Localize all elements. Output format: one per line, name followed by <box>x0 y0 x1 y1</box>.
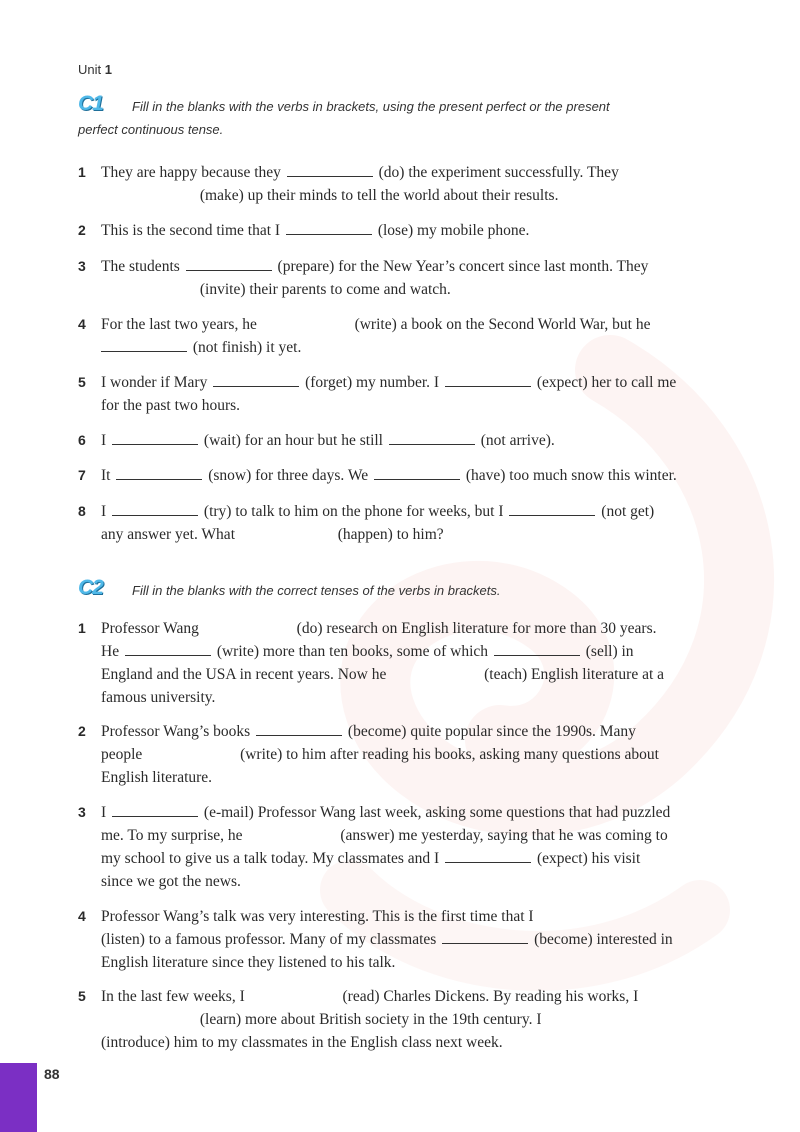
item-text: (become) quite popular since the 1990s. Many <box>347 723 636 740</box>
item-text: (invite) their parents to come and watch. <box>199 281 451 298</box>
item-text: (become) interested in <box>534 931 673 948</box>
exercise-c1-item-7 <box>78 464 738 487</box>
item-text: me. To my surprise, he <box>101 827 243 844</box>
section-badge-c2: C2 <box>78 576 103 599</box>
exercise-c2-item-4 <box>78 905 738 974</box>
section-c2-instruction <box>78 579 718 602</box>
item-number: 5 <box>78 374 86 390</box>
unit-number: 1 <box>104 62 112 77</box>
item-text: my school to give us a talk today. My classmates and I <box>101 850 440 867</box>
item-text: (snow) for three days. We <box>208 467 369 484</box>
item-text: (listen) to a famous professor. Many of my classmates <box>101 931 437 948</box>
answer-blank[interactable] <box>116 465 202 480</box>
item-text: (prepare) for the New Year’s concert since last month. They <box>277 258 649 275</box>
item-number: 6 <box>78 432 86 448</box>
item-text: (not finish) it yet. <box>192 339 302 356</box>
item-number: 1 <box>78 620 86 636</box>
item-text: any answer yet. What <box>101 526 235 543</box>
answer-blank[interactable] <box>374 465 460 480</box>
item-text: (e-mail) Professor Wang last week, asking some questions that had puzzled <box>203 804 671 821</box>
answer-blank[interactable] <box>101 337 187 352</box>
item-text: (answer) me yesterday, saying that he was coming to <box>340 827 668 844</box>
item-number: 4 <box>78 908 86 924</box>
exercise-c1-item-4 <box>78 313 738 359</box>
answer-blank[interactable] <box>442 929 528 944</box>
item-text: (learn) more about British society in the 19th century. I <box>199 1011 542 1028</box>
answer-blank[interactable] <box>509 501 595 516</box>
item-text: English literature since they listened to his talk. <box>101 954 396 971</box>
item-number: 3 <box>78 804 86 820</box>
item-number: 2 <box>78 222 86 238</box>
item-number: 7 <box>78 467 86 483</box>
exercise-c1-item-5 <box>78 371 738 417</box>
item-text: (expect) his visit <box>536 850 641 867</box>
item-text: They are happy because they <box>101 164 281 181</box>
item-text: for the past two hours. <box>101 397 241 414</box>
section-c1-instruction <box>78 95 718 141</box>
item-text: (forget) my number. I <box>305 374 440 391</box>
item-text: (happen) to him? <box>337 526 444 543</box>
item-text: The students <box>101 258 180 275</box>
item-text: (have) too much snow this winter. <box>465 467 677 484</box>
item-text: For the last two years, he <box>101 316 257 333</box>
item-text: (write) a book on the Second World War, but he <box>354 316 651 333</box>
item-number: 3 <box>78 258 86 274</box>
section-badge-c1: C1 <box>78 92 103 115</box>
answer-blank[interactable] <box>125 641 211 656</box>
answer-blank[interactable] <box>445 372 531 387</box>
exercise-c1-item-8 <box>78 500 738 546</box>
item-text: This is the second time that I <box>101 222 281 239</box>
exercise-c1-item-1 <box>78 161 738 207</box>
page-number: 88 <box>44 1066 60 1082</box>
item-text: (teach) English literature at a <box>484 666 665 683</box>
item-text: (do) research on English literature for more than 30 years. <box>296 620 657 637</box>
answer-blank[interactable] <box>186 256 272 271</box>
item-text: I wonder if Mary <box>101 374 208 391</box>
item-text: English literature. <box>101 769 213 786</box>
item-text: Professor Wang <box>101 620 199 637</box>
unit-heading <box>78 62 112 77</box>
item-text: (make) up their minds to tell the world about their results. <box>199 187 559 204</box>
item-text: (expect) her to call me <box>536 374 677 391</box>
answer-blank[interactable] <box>287 162 373 177</box>
answer-blank[interactable] <box>286 220 372 235</box>
item-text: In the last few weeks, I <box>101 988 245 1005</box>
answer-blank[interactable] <box>112 802 198 817</box>
item-text: (introduce) him to my classmates in the English class next week. <box>101 1034 503 1051</box>
answer-blank[interactable] <box>112 430 198 445</box>
exercise-c1-item-3 <box>78 255 738 301</box>
instruction-line-2: perfect continuous tense. <box>78 122 224 137</box>
item-text: since we got the news. <box>101 873 241 890</box>
item-number: 4 <box>78 316 86 332</box>
item-text: He <box>101 643 120 660</box>
item-text: famous university. <box>101 689 216 706</box>
exercise-c1-item-6 <box>78 429 738 452</box>
item-text: I <box>101 804 107 821</box>
item-number: 1 <box>78 164 86 180</box>
answer-blank[interactable] <box>256 721 342 736</box>
item-text: Professor Wang’s books <box>101 723 251 740</box>
unit-label: Unit <box>78 62 102 77</box>
answer-blank[interactable] <box>213 372 299 387</box>
item-text: I <box>101 503 107 520</box>
item-text: (write) more than ten books, some of which <box>216 643 489 660</box>
item-text: people <box>101 746 143 763</box>
answer-blank[interactable] <box>445 848 531 863</box>
item-text: England and the USA in recent years. Now he <box>101 666 387 683</box>
page-tab <box>0 1063 37 1132</box>
exercise-c2-item-3 <box>78 801 738 893</box>
item-text: (sell) in <box>585 643 634 660</box>
exercise-c2-item-1 <box>78 617 738 709</box>
answer-blank[interactable] <box>494 641 580 656</box>
item-text: I <box>101 432 107 449</box>
answer-blank[interactable] <box>112 501 198 516</box>
item-text: (read) Charles Dickens. By reading his works, I <box>342 988 639 1005</box>
item-text: (not get) <box>601 503 655 520</box>
exercise-c1-item-2 <box>78 219 738 242</box>
exercise-c2-item-5 <box>78 985 738 1054</box>
item-text: (try) to talk to him on the phone for weeks, but I <box>203 503 504 520</box>
exercise-c2-item-2 <box>78 720 738 789</box>
answer-blank[interactable] <box>389 430 475 445</box>
item-text: (do) the experiment successfully. They <box>378 164 619 181</box>
item-text: Professor Wang’s talk was very interesting. This is the first time that I <box>101 908 534 925</box>
instruction-line-1: Fill in the blanks with the verbs in brackets, using the present perfect or the present <box>132 99 610 114</box>
instruction-line: Fill in the blanks with the correct tenses of the verbs in brackets. <box>132 583 501 598</box>
item-number: 8 <box>78 503 86 519</box>
item-number: 2 <box>78 723 86 739</box>
item-text: It <box>101 467 111 484</box>
item-text: (wait) for an hour but he still <box>203 432 383 449</box>
item-text: (lose) my mobile phone. <box>377 222 530 239</box>
item-number: 5 <box>78 988 86 1004</box>
item-text: (not arrive). <box>480 432 555 449</box>
item-text: (write) to him after reading his books, asking many questions about <box>240 746 659 763</box>
